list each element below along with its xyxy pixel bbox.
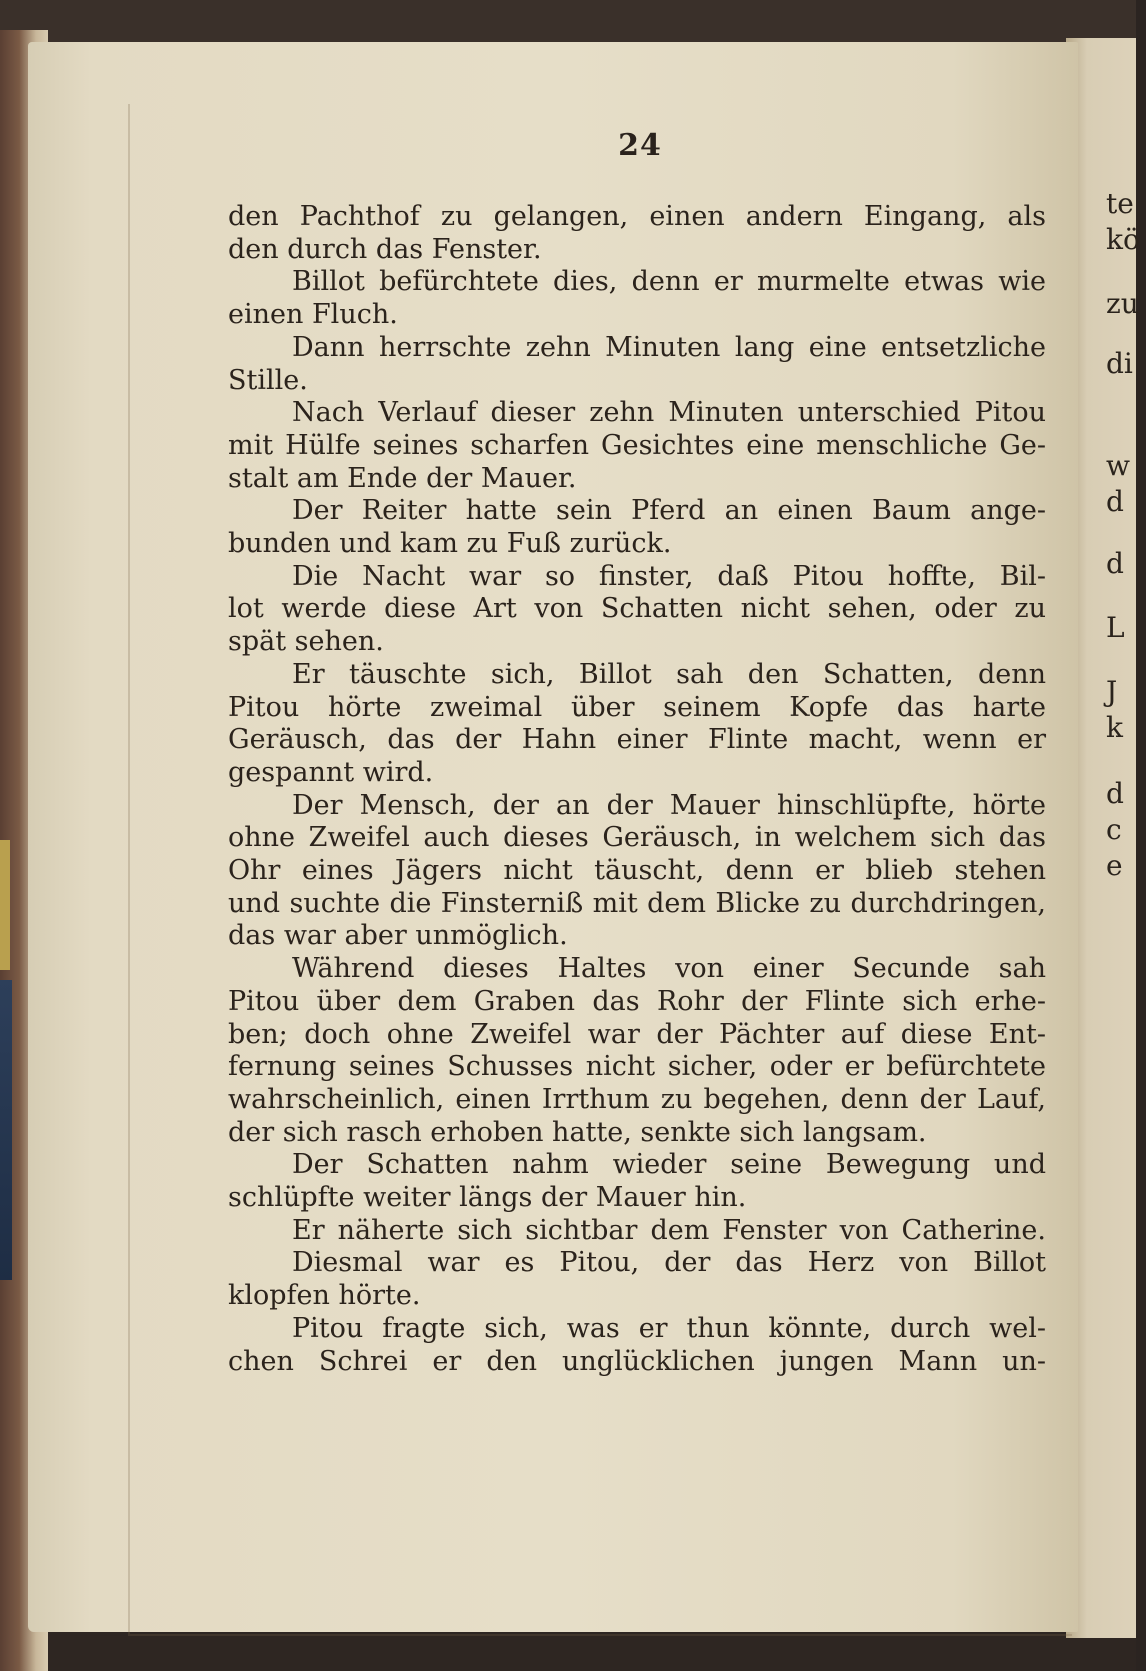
text-line: stalt am Ende der Mauer.	[228, 463, 577, 494]
facing-page-fragment: k	[1106, 711, 1123, 744]
text-line: einen Fluch.	[228, 299, 398, 330]
blue-bookmark-tab	[0, 980, 12, 1280]
text-line: der sich rasch erhoben hatte, senkte sich langsam.	[228, 1117, 927, 1148]
text-line: lot werde diese Art von Schatten nicht sehen, oder zu	[228, 593, 1046, 624]
text-line: mit Hülfe seines scharfen Gesichtes eine menschliche Ge-	[228, 430, 1046, 461]
text-line: Geräusch, das der Hahn einer Flinte macht, wenn er	[228, 724, 1046, 755]
facing-page-fragment: L	[1106, 611, 1125, 644]
text-line: gespannt wird.	[228, 757, 434, 788]
facing-page-fragment: di	[1106, 347, 1133, 380]
text-line: ohne Zweifel auch dieses Geräusch, in welchem sich das	[228, 822, 1046, 853]
text-line: schlüpfte weiter längs der Mauer hin.	[228, 1182, 747, 1213]
facing-page-fragment: d	[1106, 547, 1124, 580]
facing-page-fragment: kö	[1106, 223, 1140, 256]
text-line: Der Mensch, der an der Mauer hinschlüpfte, hörte	[292, 790, 1046, 821]
text-line: Dann herrschte zehn Minuten lang eine entsetzliche	[292, 332, 1046, 363]
facing-page-fragment: w	[1106, 449, 1130, 482]
text-line: bunden und kam zu Fuß zurück.	[228, 528, 672, 559]
facing-page-fragment: c	[1106, 813, 1122, 846]
facing-page-fragment: d	[1106, 777, 1124, 810]
text-line: Diesmal war es Pitou, der das Herz von Billot	[292, 1247, 1046, 1278]
text-line: Er täuschte sich, Billot sah den Schatten, denn	[292, 659, 1046, 690]
text-line: Der Reiter hatte sein Pferd an einen Baum ange-	[292, 495, 1046, 526]
text-line: Die Nacht war so finster, daß Pitou hoffte, Bil-	[292, 561, 1046, 592]
text-line: chen Schrei er den unglücklichen jungen Mann un-	[228, 1346, 1046, 1377]
text-line: klopfen hörte.	[228, 1280, 421, 1311]
facing-page-fragment: te	[1106, 187, 1134, 220]
text-line: den Pachthof zu gelangen, einen andern Eingang, als	[228, 201, 1046, 232]
text-line: Nach Verlauf dieser zehn Minuten unterschied Pitou	[292, 397, 1046, 428]
text-line: Er näherte sich sichtbar dem Fenster von Catherine.	[292, 1215, 1046, 1246]
facing-page-fragment: d	[1106, 485, 1124, 518]
facing-page-fragment: J	[1106, 675, 1118, 708]
text-line: Der Schatten nahm wieder seine Bewegung und	[292, 1149, 1046, 1180]
text-line: das war aber unmöglich.	[228, 920, 568, 951]
text-line: Pitou hörte zweimal über seinem Kopfe das harte	[228, 692, 1046, 723]
facing-page-fragment: zu	[1106, 287, 1139, 320]
yellow-bookmark-tab	[0, 840, 10, 970]
text-line: spät sehen.	[228, 626, 384, 657]
text-line: ben; doch ohne Zweifel war der Pächter auf diese Ent-	[228, 1019, 1046, 1050]
text-line: Stille.	[228, 365, 308, 396]
page-number: 24	[618, 128, 662, 163]
text-line: Ohr eines Jägers nicht täuscht, denn er blieb stehen	[228, 855, 1046, 886]
text-line: fernung seines Schusses nicht sicher, oder er befürchtete	[228, 1051, 1046, 1082]
text-line: Pitou über dem Graben das Rohr der Flinte sich erhe-	[228, 986, 1046, 1017]
facing-page-fragment: e	[1106, 849, 1123, 882]
text-line: Während dieses Haltes von einer Secunde sah	[292, 953, 1046, 984]
text-line: den durch das Fenster.	[228, 234, 542, 265]
text-line: Pitou fragte sich, was er thun könnte, durch wel-	[292, 1313, 1046, 1344]
text-line: und suchte die Finsterniß mit dem Blicke zu durchdringen,	[228, 888, 1046, 919]
text-line: Billot befürchtete dies, denn er murmelte etwas wie	[292, 266, 1046, 297]
text-line: wahrscheinlich, einen Irrthum zu begehen, denn der Lauf,	[228, 1084, 1046, 1115]
